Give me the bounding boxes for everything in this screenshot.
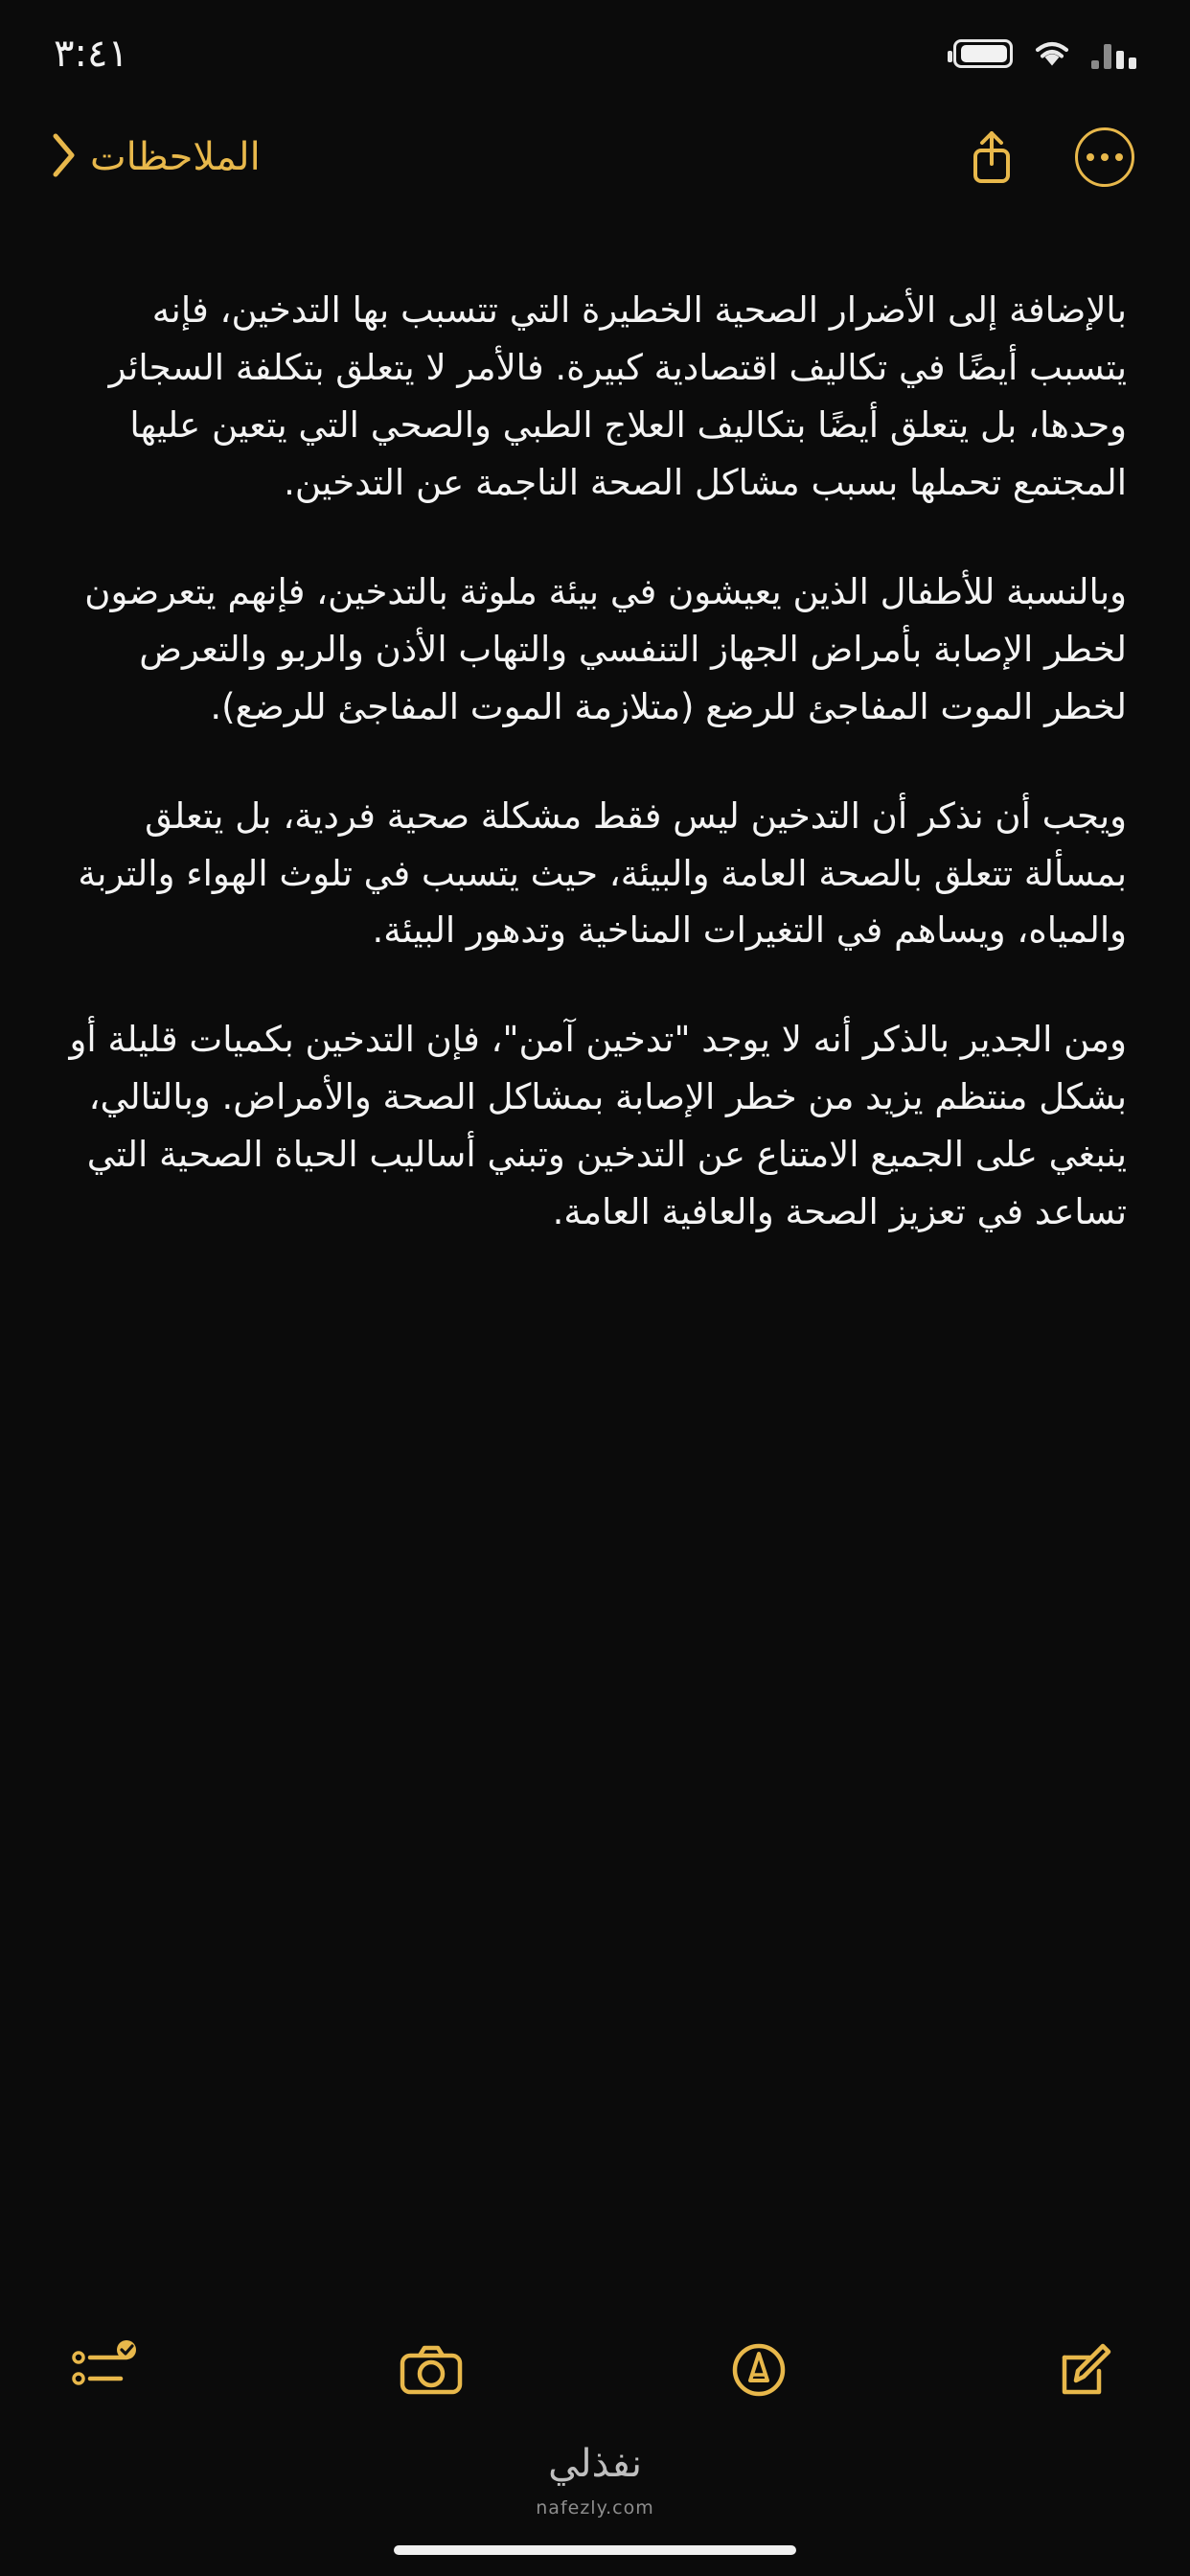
note-paragraph: وبالنسبة للأطفال الذين يعيشون في بيئة ملوثة بالتدخين، فإنهم يتعرضون لخطر الإصابة بأمراض الجهاز التنفسي والتهاب الأذن والربو والتعرض لخطر الموت المفاجئ للرضع (متلازمة الموت المفاجئ للرضع). <box>84 570 1127 727</box>
chevron-right-icon <box>50 131 77 183</box>
note-content[interactable] <box>0 207 1190 2298</box>
checklist-icon[interactable] <box>59 2326 148 2414</box>
compose-icon[interactable] <box>1042 2326 1131 2414</box>
watermark-title: نفذلي <box>548 2442 642 2486</box>
camera-icon[interactable] <box>387 2326 475 2414</box>
navigation-bar <box>0 107 1190 207</box>
wifi-icon <box>1032 38 1072 69</box>
watermark <box>0 2442 1190 2576</box>
more-options-icon[interactable] <box>1069 122 1140 193</box>
note-paragraph: ويجب أن نذكر أن التدخين ليس فقط مشكلة صحية فردية، بل يتعلق بمسألة تتعلق بالصحة العامة والبيئة، حيث يتسبب في تلوث الهواء والتربة والمياه، ويساهم في التغيرات المناخية وتدهور البيئة. <box>78 794 1127 952</box>
back-button-label: الملاحظات <box>90 135 261 179</box>
share-icon[interactable] <box>956 122 1027 193</box>
cellular-signal-icon <box>1091 38 1136 69</box>
home-indicator[interactable] <box>394 2545 796 2555</box>
note-paragraph: بالإضافة إلى الأضرار الصحية الخطيرة التي تتسبب بها التدخين، فإنه يتسبب أيضًا في تكاليف اقتصادية كبيرة. فالأمر لا يتعلق بتكلفة السجائر وحدها، بل يتعلق أيضًا بتكاليف العلاج الطبي والصحي التي يتعين عليها المجتمع تحملها بسبب مشاكل الصحة الناجمة عن التدخين. <box>108 289 1127 503</box>
nav-tools <box>956 122 1140 193</box>
status-time: ٣:٤١ <box>54 32 128 76</box>
back-button[interactable] <box>50 131 261 183</box>
markup-pen-icon[interactable] <box>715 2326 803 2414</box>
watermark-subtitle: nafezly.com <box>536 2497 654 2518</box>
note-paragraph: ومن الجدير بالذكر أنه لا يوجد "تدخين آمن"، فإن التدخين بكميات قليلة أو بشكل منتظم يزيد من خطر الإصابة بمشاكل الصحة والأمراض. وبالتالي، ينبغي على الجميع الامتناع عن التدخين وتبني أساليب الحياة الصحية التي تساعد في تعزيز الصحة والعافية العامة. <box>69 1019 1127 1233</box>
status-bar <box>0 0 1190 107</box>
status-indicators <box>953 38 1136 69</box>
battery-icon <box>953 39 1013 68</box>
bottom-toolbar <box>0 2298 1190 2442</box>
